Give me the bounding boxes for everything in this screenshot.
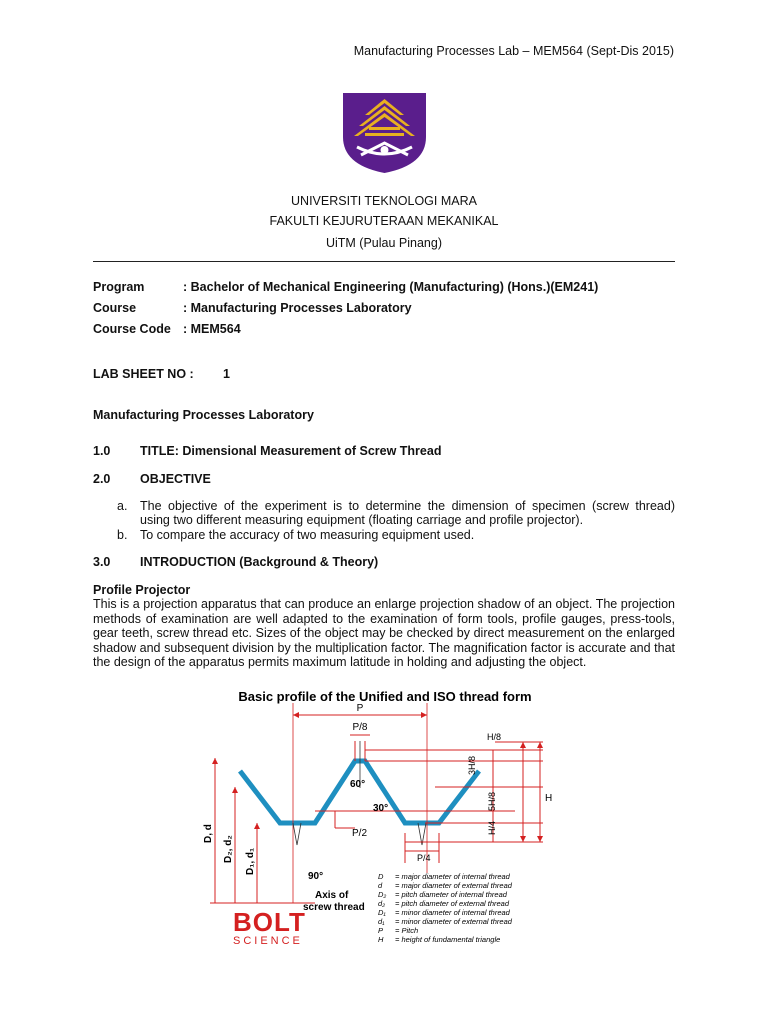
legend-sym: d₁ xyxy=(378,917,385,926)
legend-desc: = minor diameter of external thread xyxy=(395,917,512,926)
label-5h8: 5H/8 xyxy=(487,791,497,811)
label-pitch: P xyxy=(356,703,364,714)
section-3-number: 3.0 xyxy=(93,555,111,569)
objective-a-line1: The objective of the experiment is to determine the dimension of specimen (screw thread) xyxy=(140,499,675,513)
objective-a-line2: using two different measuring equipment (floating carriage and profile projector). xyxy=(140,513,584,527)
campus-name: UiTM (Pulau Pinang) xyxy=(325,236,442,250)
section-1-title: TITLE: Dimensional Measurement of Screw Thread xyxy=(140,444,442,458)
label-major-diameter: D, d xyxy=(203,824,214,843)
label-h8: H/8 xyxy=(487,732,502,742)
section-2-number: 2.0 xyxy=(93,472,111,486)
section-1-number: 1.0 xyxy=(93,444,111,458)
label-30deg: 30° xyxy=(373,803,389,814)
thread-profile-line xyxy=(240,761,479,823)
legend-desc: = Pitch xyxy=(395,926,419,935)
label-3h8: 3H/8 xyxy=(467,755,477,775)
label-60deg: 60° xyxy=(350,779,366,790)
course-code-value: : MEM564 xyxy=(183,322,241,336)
bolt-science-logo-word2: SCIENCE xyxy=(233,935,303,947)
section-2-title: OBJECTIVE xyxy=(140,472,211,486)
section-3-title: INTRODUCTION (Background & Theory) xyxy=(140,555,379,569)
objective-b-marker: b. xyxy=(117,528,128,542)
legend-desc: = pitch diameter of external thread xyxy=(395,899,510,908)
lab-sheet-label: LAB SHEET NO : xyxy=(93,367,194,381)
bolt-science-logo-word1: BOLT xyxy=(233,907,306,937)
legend-desc: = pitch diameter of internal thread xyxy=(395,890,507,899)
divider xyxy=(93,261,675,262)
label-axis-2: screw thread xyxy=(303,902,365,913)
legend-desc: = minor diameter of internal thread xyxy=(395,908,510,917)
label-axis-1: Axis of xyxy=(315,890,349,901)
label-h4: H/4 xyxy=(487,820,497,835)
objective-b-text: To compare the accuracy of two measuring equipment used. xyxy=(140,528,475,542)
label-height: H xyxy=(545,793,553,804)
figure-title: Basic profile of the Unified and ISO thread form xyxy=(238,689,532,704)
legend-desc: = major diameter of external thread xyxy=(395,881,512,890)
legend-sym: d₂ xyxy=(378,899,386,908)
legend-sym: D₂ xyxy=(378,890,387,899)
lab-title: Manufacturing Processes Laboratory xyxy=(93,408,314,422)
profile-projector-heading: Profile Projector xyxy=(93,583,191,597)
label-minor-diameter: D₁, d₁ xyxy=(245,847,256,875)
program-value: : Bachelor of Mechanical Engineering (Manufacturing) (Hons.)(EM241) xyxy=(183,280,599,294)
legend-desc: = height of fundamental triangle xyxy=(395,935,501,944)
university-name: UNIVERSITI TEKNOLOGI MARA xyxy=(291,194,477,208)
legend-desc: = major diameter of internal thread xyxy=(395,872,510,881)
label-pitch-diameter: D₂, d₂ xyxy=(223,835,234,863)
profile-projector-paragraph: This is a projection apparatus that can produce an enlarge projection shadow of an object. The projection methods of examination are well adapted to the examination of form tools, profile gauges, press-tools, gear teeth, screw thread etc. Sizes of the object may be checked by direct measurement on the enlarged shadow and subsequent division by the multiplication factor. The magnification factor is accurate and that the design of the apparatus permits maximum latitude in holding and adjusting the object. xyxy=(93,597,675,669)
page-header: Manufacturing Processes Lab – MEM564 (Sept-Dis 2015) xyxy=(353,44,674,58)
course-code-label: Course Code xyxy=(93,322,171,336)
thread-profile-figure xyxy=(195,683,575,948)
legend-sym: P xyxy=(378,926,384,935)
label-90deg: 90° xyxy=(308,871,324,882)
lab-sheet-number: 1 xyxy=(223,367,230,381)
legend-sym: D xyxy=(378,872,384,881)
course-label: Course xyxy=(93,301,137,315)
course-value: : Manufacturing Processes Laboratory xyxy=(183,301,412,315)
program-label: Program xyxy=(93,280,145,294)
label-p2: P/2 xyxy=(352,828,368,839)
label-p8: P/8 xyxy=(352,722,368,733)
faculty-name: FAKULTI KEJURUTERAAN MEKANIKAL xyxy=(269,214,499,228)
legend-sym: D₁ xyxy=(378,908,386,917)
objective-a-marker: a. xyxy=(117,499,128,513)
legend-sym: H xyxy=(378,935,384,944)
symbol-legend xyxy=(378,872,513,944)
university-logo xyxy=(343,93,426,173)
legend-sym: d xyxy=(378,881,383,890)
label-p4: P/4 xyxy=(417,853,431,863)
